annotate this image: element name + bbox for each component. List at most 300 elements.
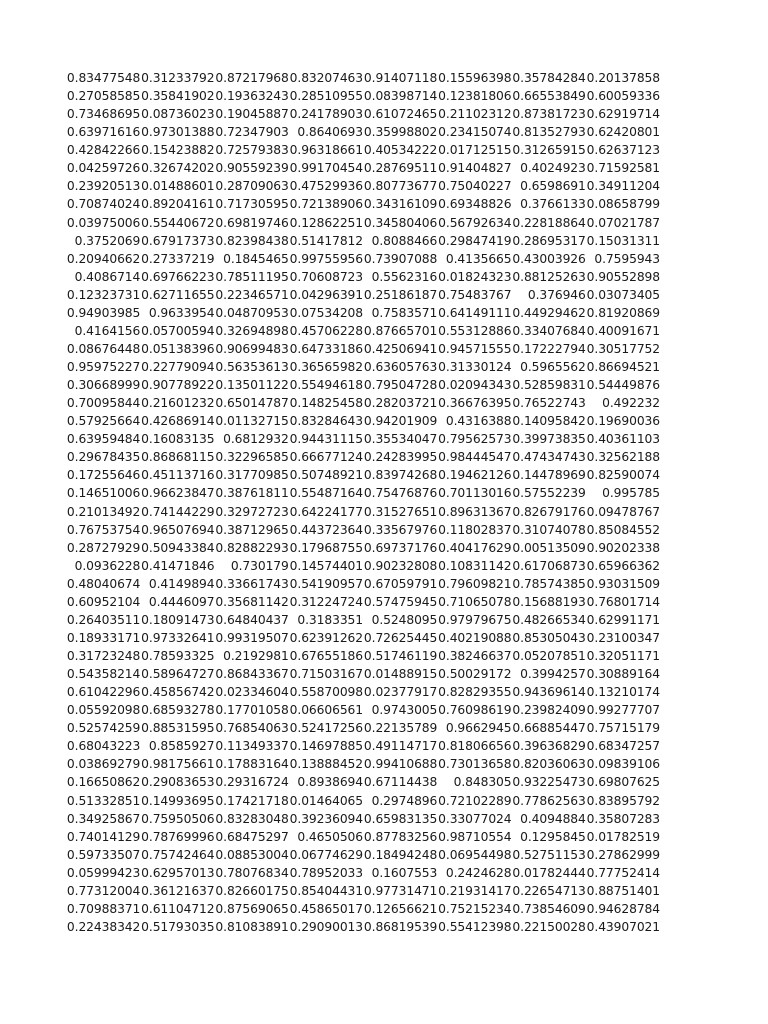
table-row (66, 376, 660, 394)
table-cell: 0.13210174 (586, 685, 660, 700)
table-cell: 0.8938694 (297, 775, 363, 790)
table-cell: 0.848305 (453, 775, 512, 790)
table-cell: 0.9633954 (148, 305, 215, 320)
table-cell: 0.25186187 (363, 287, 438, 302)
table-cell: 0.730179 (230, 558, 289, 573)
table-cell: 0.60059336 (586, 89, 660, 104)
table-cell: 0.10831142 (438, 558, 512, 573)
table-cell: 0.66885447 (512, 721, 586, 736)
table-cell: 0.1607553 (371, 865, 438, 880)
table-cell: 0.54449876 (586, 378, 660, 393)
table-cell: 0.82882293 (215, 540, 289, 555)
table-cell: 0.82679176 (512, 504, 586, 519)
table-cell: 0.38761811 (215, 486, 289, 501)
table-cell: 0.02377917 (363, 685, 438, 700)
table-cell: 0.29847419 (438, 233, 512, 248)
table-cell: 0.4149894 (148, 576, 215, 591)
table-row (66, 773, 660, 791)
table-cell: 0.34316109 (363, 197, 438, 212)
table-cell: 0.32972723 (215, 504, 289, 519)
table-cell: 0.27337219 (141, 251, 215, 266)
table-cell: 0.48040674 (66, 576, 141, 591)
table-cell: 0.34911204 (586, 179, 660, 194)
table-cell: 0.65966362 (586, 558, 660, 573)
table-cell: 0.6598691 (520, 179, 586, 194)
table-cell: 0.14697885 (289, 739, 363, 754)
table-cell: 0.91407118 (363, 71, 438, 85)
table-cell: 0.30889164 (586, 667, 660, 682)
table-cell: 0.06954498 (438, 847, 512, 862)
table-cell: 0.14574401 (289, 558, 363, 573)
table-row (66, 521, 660, 539)
table-cell: 0.57925664 (66, 414, 141, 429)
table-cell: 0.62711655 (141, 287, 215, 302)
table-cell: 0.90202338 (586, 540, 660, 555)
table-cell: 0.01132715 (215, 414, 289, 429)
table-cell: 0.70874024 (66, 197, 141, 212)
table-cell: 0.14478969 (512, 468, 586, 483)
table-cell: 0.51746119 (363, 649, 438, 663)
table-cell: 0.69819746 (215, 215, 289, 230)
table-cell: 0.7595943 (594, 251, 660, 266)
table-cell: 0.28510955 (289, 89, 363, 104)
table-cell: 0.32674202 (141, 161, 215, 176)
table-cell: 0.41471846 (141, 558, 215, 573)
table-row (66, 503, 660, 521)
table-cell: 0.83283048 (215, 811, 289, 826)
table-cell: 0.36121637 (141, 883, 215, 898)
table-cell: 0.81806656 (438, 739, 512, 754)
table-cell: 0.72102289 (438, 793, 512, 808)
table-cell: 0.61042296 (66, 685, 141, 700)
table-cell: 0.31233792 (141, 71, 215, 85)
table-cell: 0.94201909 (363, 414, 438, 429)
table-cell: 0.21931417 (438, 883, 512, 898)
table-cell: 0.50029172 (438, 667, 512, 682)
table-cell: 0.76522743 (512, 396, 586, 411)
table-cell: 0.82590074 (586, 468, 660, 483)
table-cell: 0.00513509 (512, 540, 586, 555)
table-cell: 0.79504728 (363, 378, 438, 393)
table-row (66, 737, 660, 755)
table-cell: 0.3752069 (74, 233, 141, 248)
table-cell: 0.07534208 (289, 305, 363, 320)
table-cell: 0.75742464 (141, 847, 215, 862)
table-cell: 0.79562573 (438, 432, 512, 447)
table-cell: 0.42686914 (141, 414, 215, 429)
table-cell: 0.69737176 (363, 540, 438, 555)
table-cell: 0.77312004 (66, 883, 141, 898)
table-cell: 0.86843367 (215, 667, 289, 682)
table-cell: 0.69766223 (141, 269, 215, 284)
table-cell: 0.78076834 (215, 865, 289, 880)
table-cell: 0.23100347 (586, 630, 660, 645)
table-cell: 0.9662945 (445, 721, 512, 736)
table-cell: 0.87783256 (363, 829, 438, 844)
table-cell: 0.78593325 (141, 649, 215, 663)
table-cell: 0.65983135 (363, 811, 438, 826)
table-cell: 0.97332641 (141, 630, 215, 645)
table-cell: 0.1295845 (520, 829, 586, 844)
table-cell: 0.31770985 (215, 468, 289, 483)
table-cell: 0.62637123 (586, 143, 660, 158)
table-row (66, 322, 660, 340)
table-cell: 0.22818864 (512, 215, 586, 230)
table-cell: 0.75040227 (438, 179, 512, 194)
table-cell: 0.34580406 (363, 215, 438, 230)
table-cell: 0.66677124 (289, 450, 363, 465)
table-cell: 0.83477548 (66, 71, 141, 85)
table-cell: 0.1845465 (223, 251, 289, 266)
table-cell: 0.79609821 (438, 576, 512, 591)
table-row (66, 286, 660, 304)
table-cell: 0.57475945 (363, 594, 438, 609)
table-cell: 0.8585927 (148, 739, 215, 754)
table-cell: 0.21102312 (438, 107, 512, 122)
table-cell: 0.01782444 (512, 865, 586, 880)
table-cell: 0.71592581 (586, 161, 660, 176)
table-cell: 0.56792634 (438, 215, 512, 230)
table-cell: 0.11349337 (215, 739, 289, 754)
table-cell: 0.52417256 (289, 721, 363, 736)
table-cell: 0.95975227 (66, 360, 141, 374)
table-cell: 0.87569065 (215, 901, 289, 916)
table-cell: 0.68043223 (66, 739, 141, 754)
table-cell: 0.01488915 (363, 667, 438, 682)
table-cell: 0.88125263 (512, 269, 586, 284)
table-row (66, 195, 660, 213)
table-cell: 0.8088466 (371, 233, 438, 248)
table-cell: 0.40091671 (586, 323, 660, 338)
table-row (66, 484, 660, 502)
table-cell: 0.32562188 (586, 450, 660, 465)
table-cell: 0.94431115 (289, 432, 363, 447)
table-cell: 0.22135789 (363, 721, 438, 736)
table-row (66, 665, 660, 683)
table-cell: 0.83284643 (289, 414, 363, 429)
table-row (66, 159, 660, 177)
table-cell: 0.94571555 (438, 341, 512, 356)
table-cell: 0.5965562 (520, 360, 586, 374)
table-cell: 0.90552898 (586, 269, 660, 284)
table-cell: 0.78511195 (215, 269, 289, 284)
table-cell: 0.76098619 (438, 703, 512, 718)
table-cell: 0.47434743 (512, 450, 586, 465)
table-cell: 0.08398714 (363, 89, 438, 104)
table-row (66, 430, 660, 448)
table-cell: 0.78574385 (512, 576, 586, 591)
table-cell: 0.68347257 (586, 739, 660, 754)
table-cell: 0.14651006 (66, 486, 141, 501)
table-cell: 0.55412398 (438, 919, 512, 934)
table-cell: 0.63605763 (363, 360, 438, 374)
table-cell: 0.17968755 (289, 540, 363, 555)
table-cell: 0.35681142 (215, 594, 289, 609)
table-cell: 0.376946 (527, 287, 586, 302)
table-cell: 0.73013658 (438, 757, 512, 772)
table-cell: 0.23982409 (512, 703, 586, 718)
table-cell: 0.59733507 (66, 847, 141, 862)
table-row (66, 448, 660, 466)
table-cell: 0.55440672 (141, 215, 215, 230)
table-cell: 0.26403511 (66, 612, 141, 627)
table-cell: 0.19045887 (215, 107, 289, 122)
table-cell: 0.05592098 (66, 703, 141, 718)
table-cell: 0.73468695 (66, 107, 141, 122)
table-cell: 0.86819539 (363, 919, 438, 934)
table-cell: 0.94369614 (512, 685, 586, 700)
table-row (66, 177, 660, 195)
table-cell: 0.61706873 (512, 558, 586, 573)
table-cell: 0.49114717 (363, 739, 438, 754)
table-cell: 0.01824323 (438, 269, 512, 284)
table-cell: 0.03975006 (66, 215, 141, 230)
table-cell: 0.27862999 (586, 847, 660, 862)
table-cell: 0.21601232 (141, 396, 215, 411)
table-cell: 0.13501122 (215, 378, 289, 393)
table-cell: 0.4316388 (445, 414, 512, 429)
table-cell: 0.17421718 (215, 793, 289, 808)
table-cell: 0.71065078 (438, 594, 512, 609)
table-cell: 0.96318661 (289, 143, 363, 158)
table-cell: 0.32694898 (215, 323, 289, 338)
table-cell: 0.85084552 (586, 522, 660, 537)
table-cell: 0.4650506 (297, 829, 363, 844)
table-cell: 0.60952104 (66, 594, 141, 609)
table-cell: 0.40219088 (438, 630, 512, 645)
table-cell: 0.29090013 (289, 919, 363, 934)
table-cell: 0.99410688 (363, 757, 438, 772)
table-cell: 0.96507694 (141, 522, 215, 537)
table-cell: 0.35807283 (586, 811, 660, 826)
table-row (66, 304, 660, 322)
table-cell: 0.12323731 (66, 287, 141, 302)
table-cell: 0.2424628 (445, 865, 512, 880)
table-cell: 0.55494618 (289, 378, 363, 393)
table-cell: 0.01712515 (438, 143, 512, 158)
table-cell: 0.45865017 (289, 901, 363, 916)
table-cell: 0.83974268 (363, 468, 438, 483)
table-cell: 0.99277707 (586, 703, 660, 718)
table-row (66, 69, 660, 87)
table-cell: 0.39973835 (512, 432, 586, 447)
number-table (66, 69, 660, 936)
table-cell: 0.36676395 (438, 396, 512, 411)
table-cell: 0.73854609 (512, 901, 586, 916)
table-cell: 0.67059791 (363, 576, 438, 591)
table-cell: 0.51793035 (141, 919, 215, 934)
table-cell: 0.31224724 (289, 594, 363, 609)
table-cell: 0.14825458 (289, 396, 363, 411)
table-cell: 0.20137858 (586, 71, 660, 85)
table-cell: 0.50943384 (141, 540, 215, 555)
table-cell: 0.17255646 (66, 468, 141, 483)
table-cell: 0.87217968 (215, 71, 289, 85)
table-cell: 0.86868115 (141, 450, 215, 465)
table-cell: 0.81920869 (586, 305, 660, 320)
table-cell: 0.14993695 (141, 793, 215, 808)
table-cell: 0.7583571 (371, 305, 438, 320)
table-cell: 0.64840437 (215, 612, 289, 627)
table-cell: 0.70095844 (66, 396, 141, 411)
table-cell: 0.9743005 (371, 703, 438, 718)
table-cell: 0.62420801 (586, 125, 660, 140)
table-row (66, 918, 660, 936)
table-cell: 0.97301388 (141, 125, 215, 140)
table-row (66, 123, 660, 141)
table-cell: 0.99755956 (289, 251, 363, 266)
table-cell: 0.99170454 (289, 161, 363, 176)
table-cell: 0.20940662 (66, 251, 141, 266)
table-cell: 0.88751401 (586, 883, 660, 898)
table-cell: 0.91404827 (438, 161, 512, 176)
table-cell: 0.77862563 (512, 793, 586, 808)
table-cell: 0.98444547 (438, 450, 512, 465)
table-cell: 0.01782519 (586, 829, 660, 844)
table-cell: 0.4135665 (445, 251, 512, 266)
table-row (66, 340, 660, 358)
table-cell: 0.18091473 (141, 612, 215, 627)
table-cell: 0.17883164 (215, 757, 289, 772)
table-cell: 0.54190957 (289, 576, 363, 591)
table-cell: 0.85404431 (289, 883, 363, 898)
table-cell: 0.88531595 (141, 721, 215, 736)
table-cell: 0.42506941 (363, 341, 438, 356)
table-cell: 0.42842266 (66, 143, 141, 158)
table-cell: 0.62957013 (141, 865, 215, 880)
table-cell: 0.4094884 (520, 811, 586, 826)
table-cell: 0.35841902 (141, 89, 215, 104)
table-cell: 0.52859831 (512, 378, 586, 393)
table-cell: 0.3183351 (297, 612, 363, 627)
table-cell: 0.75950506 (141, 811, 215, 826)
table-cell: 0.28695317 (512, 233, 586, 248)
table-cell: 0.78952033 (289, 865, 363, 880)
table-row (66, 846, 660, 864)
table-cell: 0.89204161 (141, 197, 215, 212)
table-cell: 0.19690036 (586, 414, 660, 429)
table-cell: 0.11802837 (438, 522, 512, 537)
table-cell: 0.63959484 (66, 432, 141, 447)
table-cell: 0.15688193 (512, 594, 586, 609)
table-cell: 0.75483767 (438, 287, 512, 302)
table-cell: 0.83895792 (586, 793, 660, 808)
table-cell: 0.52751153 (512, 847, 586, 862)
table-cell: 0.4086714 (74, 269, 141, 284)
table-cell: 0.76801714 (586, 594, 660, 609)
table-cell: 0.33407684 (512, 323, 586, 338)
table-cell: 0.97979675 (438, 612, 512, 627)
table-cell: 0.4024923 (520, 161, 586, 176)
table-cell: 0.75715179 (586, 721, 660, 736)
table-cell: 0.22654713 (512, 883, 586, 898)
table-cell: 0.29678435 (66, 450, 141, 465)
table-cell: 0.27058585 (66, 89, 141, 104)
table-row (66, 792, 660, 810)
table-row (66, 755, 660, 773)
table-cell: 0.04870953 (215, 305, 289, 320)
table-cell: 0.51332851 (66, 793, 141, 808)
table-cell: 0.86694521 (586, 360, 660, 374)
table-cell: 0.83207463 (289, 71, 363, 85)
table-row (66, 105, 660, 123)
table-cell: 0.40534222 (363, 143, 438, 158)
table-cell: 0.995785 (602, 486, 660, 501)
table-cell: 0.492232 (602, 396, 660, 411)
table-cell: 0.12381806 (438, 89, 512, 104)
table-cell: 0.17701058 (215, 703, 289, 718)
table-cell: 0.16650862 (66, 775, 141, 790)
table-cell: 0.03073405 (586, 287, 660, 302)
table-cell: 0.43907021 (586, 919, 660, 934)
table-cell: 0.15596398 (438, 71, 512, 85)
table-cell: 0.16083135 (141, 432, 215, 447)
table-cell: 0.98175661 (141, 757, 215, 772)
table-row (66, 575, 660, 593)
table-cell: 0.45706228 (289, 323, 363, 338)
table-cell: 0.72347903 (215, 125, 289, 140)
table-cell: 0.97731471 (363, 883, 438, 898)
table-cell: 0.70113016 (438, 486, 512, 501)
table-cell: 0.80773677 (363, 179, 438, 194)
table-cell: 0.19363243 (215, 89, 289, 104)
table-cell: 0.05207851 (512, 649, 586, 663)
table-cell: 0.12656621 (363, 901, 438, 916)
table-cell: 0.47529936 (289, 179, 363, 194)
table-cell: 0.02094343 (438, 378, 512, 393)
number-table-container (66, 69, 660, 936)
table-cell: 0.81083891 (215, 919, 289, 934)
table-row (66, 232, 660, 250)
table-cell: 0.39636829 (512, 739, 586, 754)
table-cell: 0.69807625 (586, 775, 660, 790)
table-cell: 0.71503167 (289, 667, 363, 682)
table-cell: 0.36565982 (289, 360, 363, 374)
table-cell: 0.40361103 (586, 432, 660, 447)
table-cell: 0.0936228 (74, 558, 141, 573)
table-row (66, 394, 660, 412)
table-cell: 0.68593278 (141, 703, 215, 718)
table-cell: 0.01488601 (141, 179, 215, 194)
table-cell: 0.55312886 (438, 323, 512, 338)
table-cell: 0.62919714 (586, 107, 660, 122)
table-cell: 0.29083653 (141, 775, 215, 790)
table-cell: 0.48266534 (512, 612, 586, 627)
table-cell: 0.90699483 (215, 341, 289, 356)
table-cell: 0.55487164 (289, 486, 363, 501)
table-cell: 0.28203721 (363, 396, 438, 411)
table-cell: 0.17222794 (512, 341, 586, 356)
table-cell: 0.06774629 (289, 847, 363, 862)
table-cell: 0.82036063 (512, 757, 586, 772)
table-cell: 0.82660175 (215, 883, 289, 898)
table-cell: 0.70608723 (289, 269, 363, 284)
table-row (66, 539, 660, 557)
table-row (66, 900, 660, 918)
table-row (66, 647, 660, 665)
table-cell: 0.05700594 (141, 323, 215, 338)
table-row (66, 214, 660, 232)
table-cell: 0.71730595 (215, 197, 289, 212)
table-cell: 0.13888452 (289, 757, 363, 772)
table-row (66, 629, 660, 647)
table-cell: 0.72579383 (215, 143, 289, 158)
table-cell: 0.93031509 (586, 576, 660, 591)
table-cell: 0.82398438 (215, 233, 289, 248)
table-cell: 0.43003926 (512, 251, 586, 266)
table-cell: 0.90232808 (363, 558, 438, 573)
table-cell: 0.51417812 (289, 233, 363, 248)
